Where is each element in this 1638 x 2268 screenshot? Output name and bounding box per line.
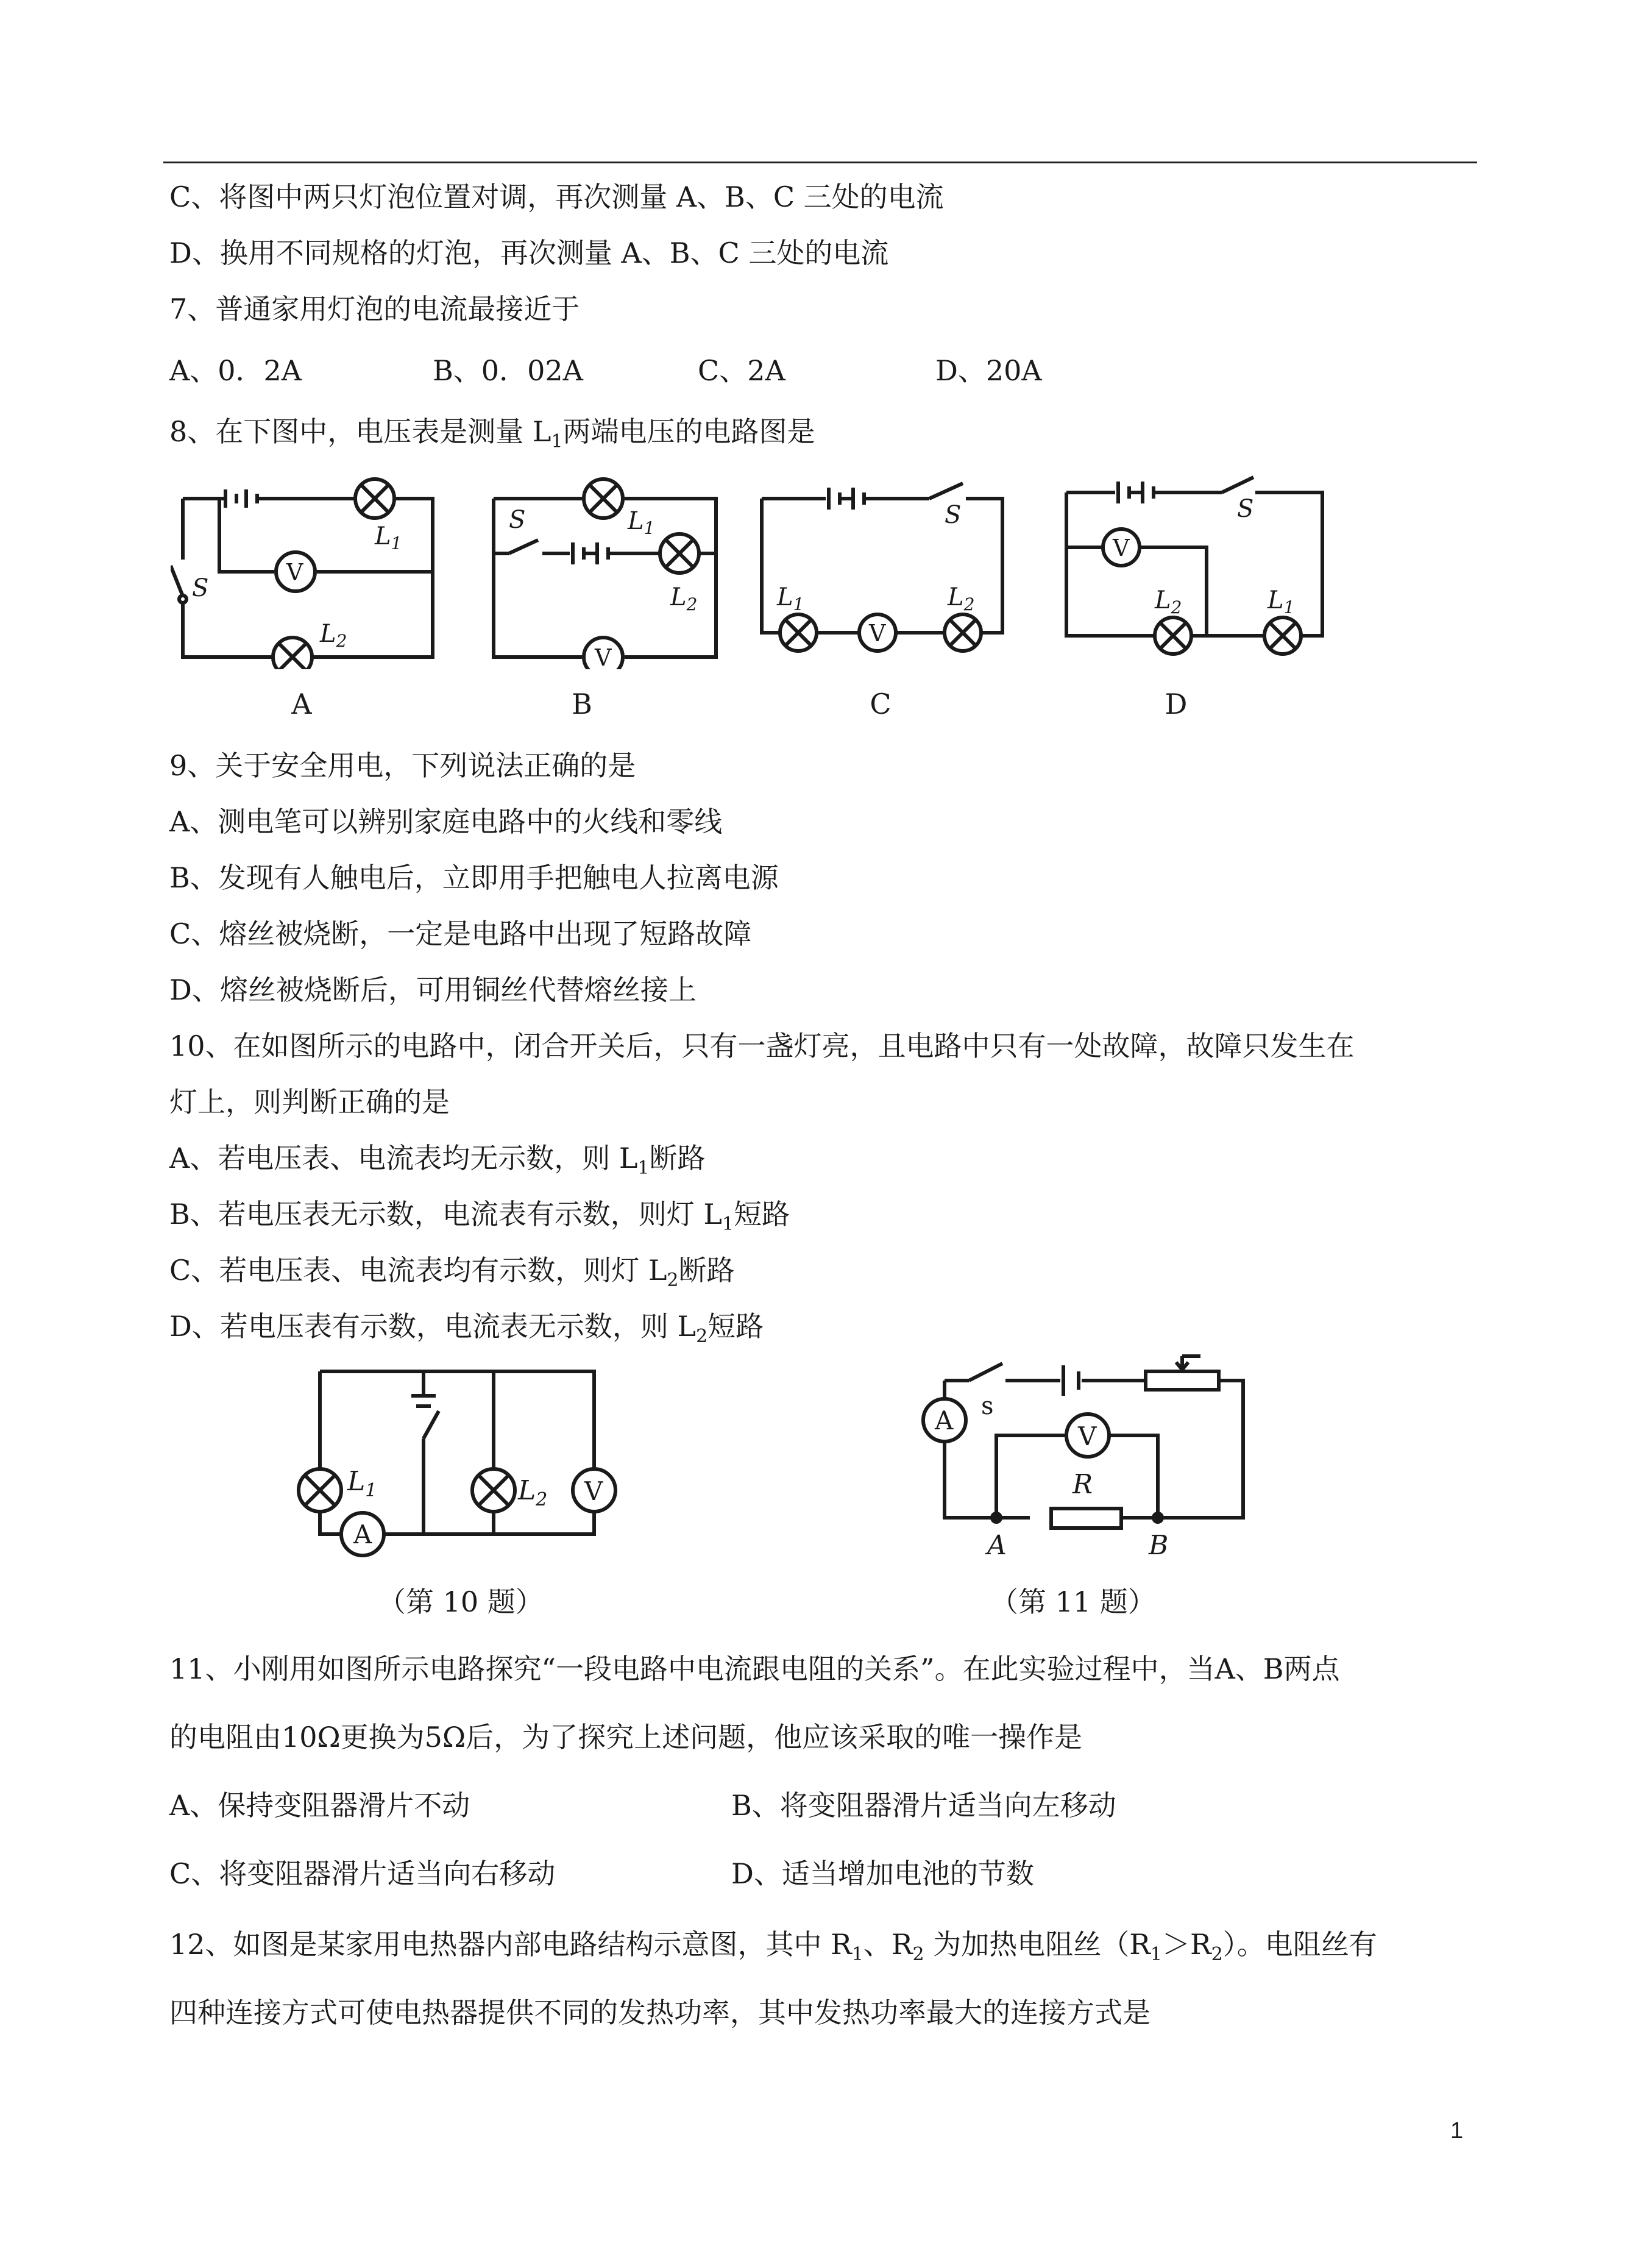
q11-label-s: s — [981, 1392, 994, 1420]
q7-stem: 7、普通家用灯泡的电流最接近于 — [169, 293, 580, 325]
q11-voltmeter-v: V — [1078, 1421, 1097, 1451]
q6-option-d: D、换用不同规格的灯泡，再次测量 A、B、C 三处的电流 — [169, 236, 889, 269]
q8d-label-l2: $L_2$ — [1155, 586, 1182, 617]
q8b-voltmeter-v: V — [595, 644, 612, 669]
q10-voltmeter-v: V — [584, 1476, 603, 1506]
q8-label-b: B — [572, 688, 592, 720]
q10-circuit — [292, 1362, 634, 1557]
q11-option-c: C、将变阻器滑片适当向右移动 — [169, 1857, 556, 1890]
q11-option-d: D、适当增加电池的节数 — [731, 1857, 1034, 1890]
q9-stem: 9、关于安全用电，下列说法正确的是 — [169, 749, 636, 782]
q7-option-a: A、0．2A — [169, 354, 302, 387]
q8a-label-s: S — [192, 574, 209, 602]
q10-caption: （第 10 题） — [378, 1585, 544, 1618]
q8-label-a: A — [291, 688, 312, 720]
q8b-label-s: S — [509, 506, 526, 534]
q12-stem-line1: 12、如图是某家用电热器内部电路结构示意图，其中 $R_1$、$R_2$ 为加热电阻丝$(R_1>R_2)$。电阻丝有 — [169, 1928, 1377, 1966]
q8c-label-s: S — [945, 501, 962, 529]
q8-stem: 8、在下图中，电压表是测量 $L_1$两端电压的电路图是 — [169, 415, 815, 453]
q7-option-b: B、0．02A — [433, 354, 583, 387]
q8a-label-l1: $L_1$ — [375, 522, 402, 553]
q8-circuit-d — [1057, 474, 1331, 669]
q7-option-c: C、2A — [698, 354, 785, 387]
q9-option-a: A、测电笔可以辨别家庭电路中的火线和零线 — [169, 805, 723, 838]
page-number: 1 — [1450, 2118, 1464, 2144]
q11-caption: （第 11 题） — [990, 1585, 1156, 1618]
q8-label-c: C — [870, 688, 892, 720]
q8a-voltmeter-v: V — [286, 559, 303, 586]
q8b-label-l1: $L_1$ — [628, 507, 655, 538]
q11-option-b: B、将变阻器滑片适当向左移动 — [731, 1789, 1116, 1822]
q10-option-c: C、若电压表、电流表均有示数，则灯 $L_2$断路 — [169, 1254, 735, 1292]
header-rule — [163, 162, 1477, 163]
q10-stem-line2: 灯上，则判断正确的是 — [169, 1086, 450, 1118]
q6-option-c: C、将图中两只灯泡位置对调，再次测量 A、B、C 三处的电流 — [169, 180, 944, 213]
q8b-label-l2: $L_2$ — [670, 583, 698, 614]
q11-ammeter-a: A — [935, 1406, 954, 1435]
q10-label-l1: $L_1$ — [347, 1466, 377, 1501]
q10-ammeter-a: A — [353, 1520, 372, 1549]
q11-label-r: R — [1072, 1469, 1093, 1500]
q8d-label-l1: $L_1$ — [1268, 586, 1295, 617]
q8c-label-l1: $L_1$ — [777, 583, 804, 614]
q7-option-d: D、20A — [935, 354, 1042, 387]
q8a-label-l2: $L_2$ — [320, 620, 347, 651]
q8-circuit-c — [753, 474, 1009, 669]
q11-stem-line2: 的电阻由10Ω更换为5Ω后，为了探究上述问题，他应该采取的唯一操作是 — [169, 1721, 1083, 1754]
q10-label-l2: $L_2$ — [518, 1475, 548, 1510]
q9-option-d: D、熔丝被烧断后，可用铜丝代替熔丝接上 — [169, 973, 697, 1006]
q8d-voltmeter-v: V — [1113, 535, 1130, 561]
q8d-label-s: S — [1237, 495, 1254, 523]
q11-label-a: A — [987, 1530, 1007, 1561]
q8-circuit-b — [484, 474, 728, 669]
q10-option-a: A、若电压表、电流表均无示数，则 $L_1$断路 — [169, 1142, 706, 1179]
q12-stem-line2: 四种连接方式可使电热器提供不同的发热功率，其中发热功率最大的连接方式是 — [169, 1996, 1150, 2029]
q11-label-b: B — [1149, 1530, 1169, 1561]
q10-stem-line1: 10、在如图所示的电路中，闭合开关后，只有一盏灯亮，且电路中只有一处故障，故障只发生在 — [169, 1029, 1355, 1062]
q11-stem-line1: 11、小刚用如图所示电路探究“一段电路中电流跟电阻的关系”。在此实验过程中，当A、B两点 — [169, 1652, 1340, 1685]
q8c-label-l2: $L_2$ — [948, 583, 975, 614]
q11-option-a: A、保持变阻器滑片不动 — [169, 1789, 470, 1822]
q10-option-b: B、若电压表无示数，电流表有示数，则灯 $L_1$短路 — [169, 1198, 790, 1235]
q9-option-b: B、发现有人触电后，立即用手把触电人拉离电源 — [169, 861, 779, 894]
q11-circuit — [914, 1344, 1255, 1563]
q8-label-d: D — [1165, 688, 1188, 720]
q9-option-c: C、熔丝被烧断，一定是电路中出现了短路故障 — [169, 917, 752, 950]
q8c-voltmeter-v: V — [869, 620, 886, 647]
q8-circuit-a — [171, 474, 439, 669]
q10-option-d: D、若电压表有示数，电流表无示数，则 $L_2$短路 — [169, 1310, 764, 1348]
